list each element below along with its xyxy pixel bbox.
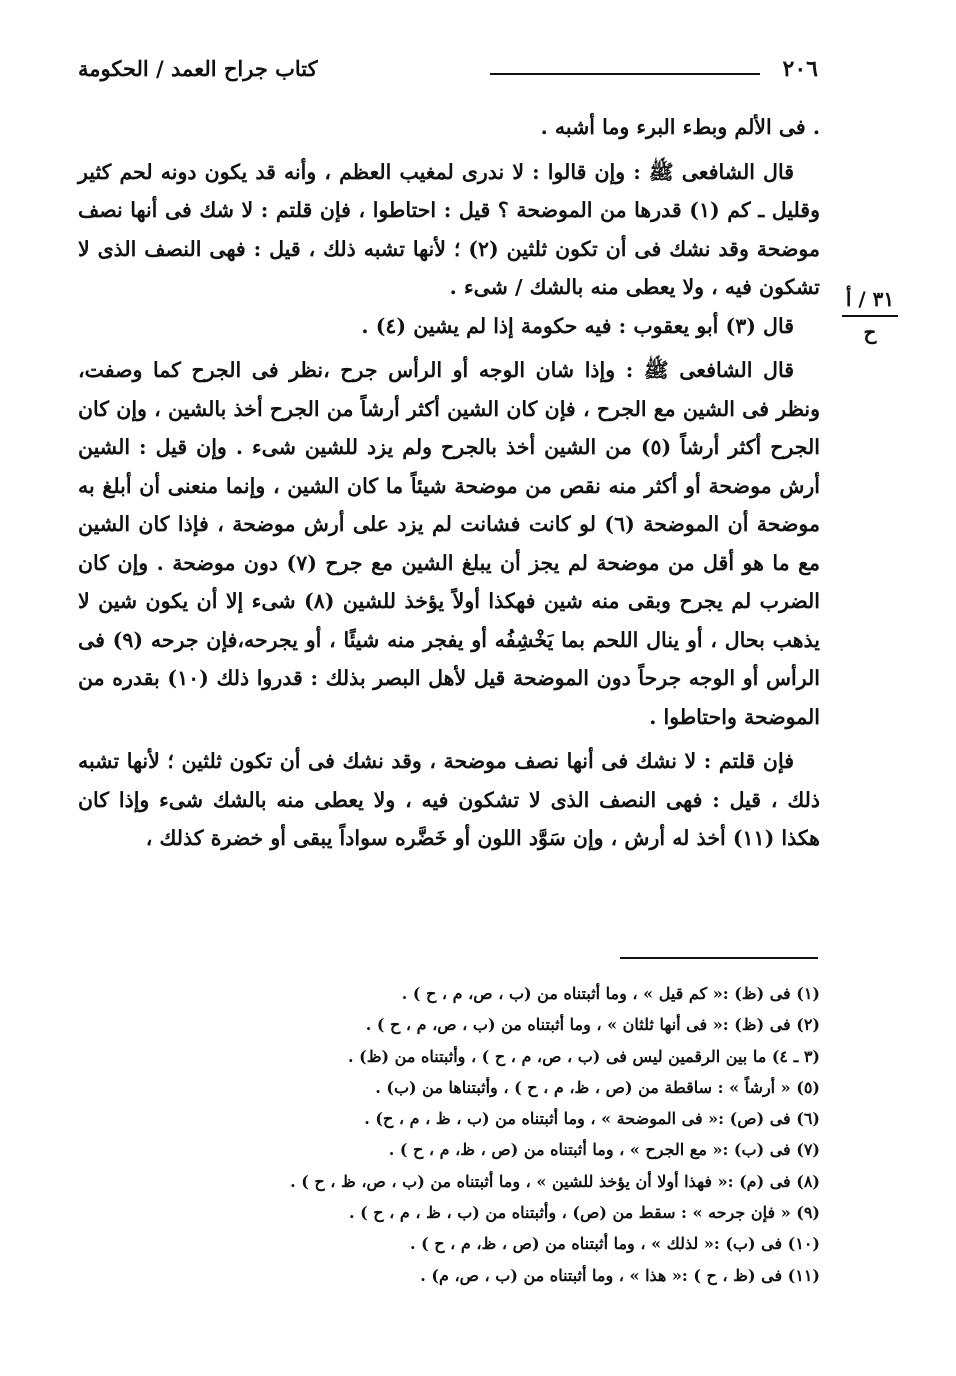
main-text: [78, 108, 820, 858]
footnote: (٥) « أرشاً » : ساقطة من (ص ، ظ، م ، ح ) ، وأثبتناها من (ب) .: [375, 1077, 820, 1097]
footnote: (١١) فى (ظ ، ح ) :« هذا » ، وما أثبتناه من (ب ، ص، م) .: [420, 1265, 820, 1285]
paragraph-1: . فى الألم وبطء البرء وما أشبه .: [540, 115, 820, 139]
speaker-label: قال الشافعى ﷺ: [648, 159, 794, 184]
footnotes-list: [200, 978, 820, 1291]
footnote: (٢) فى (ظ) :« فى أنها ثلثان » ، وما أثبتناه من (ب ، ص، م ، ح ) .: [365, 1015, 820, 1035]
footnote: (١٠) فى (ب) :« لذلك » ، وما أثبتناه من (ص ، ظ، م ، ح ) .: [409, 1234, 820, 1254]
book-title: كتاب جراح العمد / الحكومة: [78, 56, 318, 81]
footnote-rule: [620, 957, 818, 959]
footnote: (٣ ـ ٤) ما بين الرقمين ليس فى (ب ، ص، م ، ح ) ، وأثبتناه من (ظ) .: [348, 1046, 820, 1066]
speaker-label: قال الشافعى ﷺ: [643, 358, 794, 382]
paragraph-4-text: : وإذا شان الوجه أو الرأس جرح ،نظر فى الجرح كما وصفت، ونظر فى الشين مع الجرح ، فإن كان الشين أكثر أرشاً من الجرح أخذ بالشين ، وإن كان الجرح أكثر أرشاً (٥) من الشين أخذ بالجرح ولم يزد للشين شىء . وإن قيل : الشين أرش موضحة أو أكثر منه نقص من موضحة شيئاً ما كان الشين ، وإنما منعنى أن أبلغ به موضحة أن الموضحة (٦) لو كانت فشانت لم يزد على أرش موضحة ، فإذا كان الشين مع ما هو أقل من موضحة لم يجز أن يبلغ الشين مع جرح (٧) دون موضحة . وإن كان الضرب لم يجرح وبقى منه شين فهكذا أولاً يؤخذ للشين (٨) شىء إلا أن يكون شين لا يذهب بحال ، أو ينال اللحم بما يَخْشِفُه أو يفجر منه شيئًا ، أو يجرحه،فإن جرحه (٩) فى الرأس أو الوجه جرحاً دون الموضحة قيل لأهل البصر بذلك : قدروا ذلك (١٠) بقدره من الموضحة واحتاطوا .: [78, 358, 821, 729]
folio-rule: [842, 315, 898, 317]
footnote: (٩) « فإن جرحه » : سقط من (ص) ، وأثبتناه من (ب ، ظ ، م ، ح ) .: [348, 1203, 820, 1223]
footnote: (١) فى (ظ) :« كم قيل » ، وما أثبتناه من (ب ، ص، م ، ح ) .: [401, 984, 820, 1003]
paragraph-5: فإن قلتم : لا نشك فى أنها نصف موضحة ، وقد نشك فى أن تكون ثلثين ؛ لأنها تشبه ذلك ، قيل : فهى النصف الذى لا تشكون فيه ، ولا يعطى منه بالشك شىء وإذا كان هكذا (١١) أخذ له أرش ، وإن سَوَّد اللون أو خَضَّره سواداً يبقى أو خضرة كذلك ،: [78, 749, 820, 850]
header-rule: [490, 73, 760, 75]
footnote: (٨) فى (م) :« فهذا أولا أن يؤخذ للشين » ، وما أثبتناه من (ب ، ص، ظ ، ح ) .: [290, 1171, 820, 1191]
running-header: [78, 56, 818, 88]
manuscript-siglum: ح: [863, 320, 877, 344]
paragraph-4: [78, 351, 820, 736]
paragraph-3: قال (٣) أبو يعقوب : فيه حكومة إذا لم يشين (٤) .: [361, 313, 794, 338]
page-number: ٢٠٦: [782, 56, 818, 82]
footnote: (٦) فى (ص) :« فى الموضحة » ، وما أثبتناه من (ب ، ظ ، م ، ح) .: [364, 1109, 820, 1129]
folio-number: ٣١ / أ: [845, 287, 895, 311]
paragraph-2-text: : وإن قالوا : لا ندرى لمغيب العظم ، وأنه قد يكون دونه لحم كثير وقليل ـ كم (١) قدرها من الموضحة ؟ قيل : احتاطوا ، فإن قلتم : لا شك فى أنها نصف موضحة وقد نشك فى أن تكون ثلثين (٢) ؛ لأنها تشبه ذلك ، قيل : فهى النصف الذى لا تشكون فيه ، ولا يعطى منه بالشك / شىء .: [78, 159, 821, 299]
folio-marker: [838, 286, 902, 344]
footnote: (٧) فى (ب) :« مع الجرح » ، وما أثبتناه من (ص ، ظ، م ، ح ) .: [388, 1140, 820, 1160]
paragraph-2: [78, 153, 820, 307]
